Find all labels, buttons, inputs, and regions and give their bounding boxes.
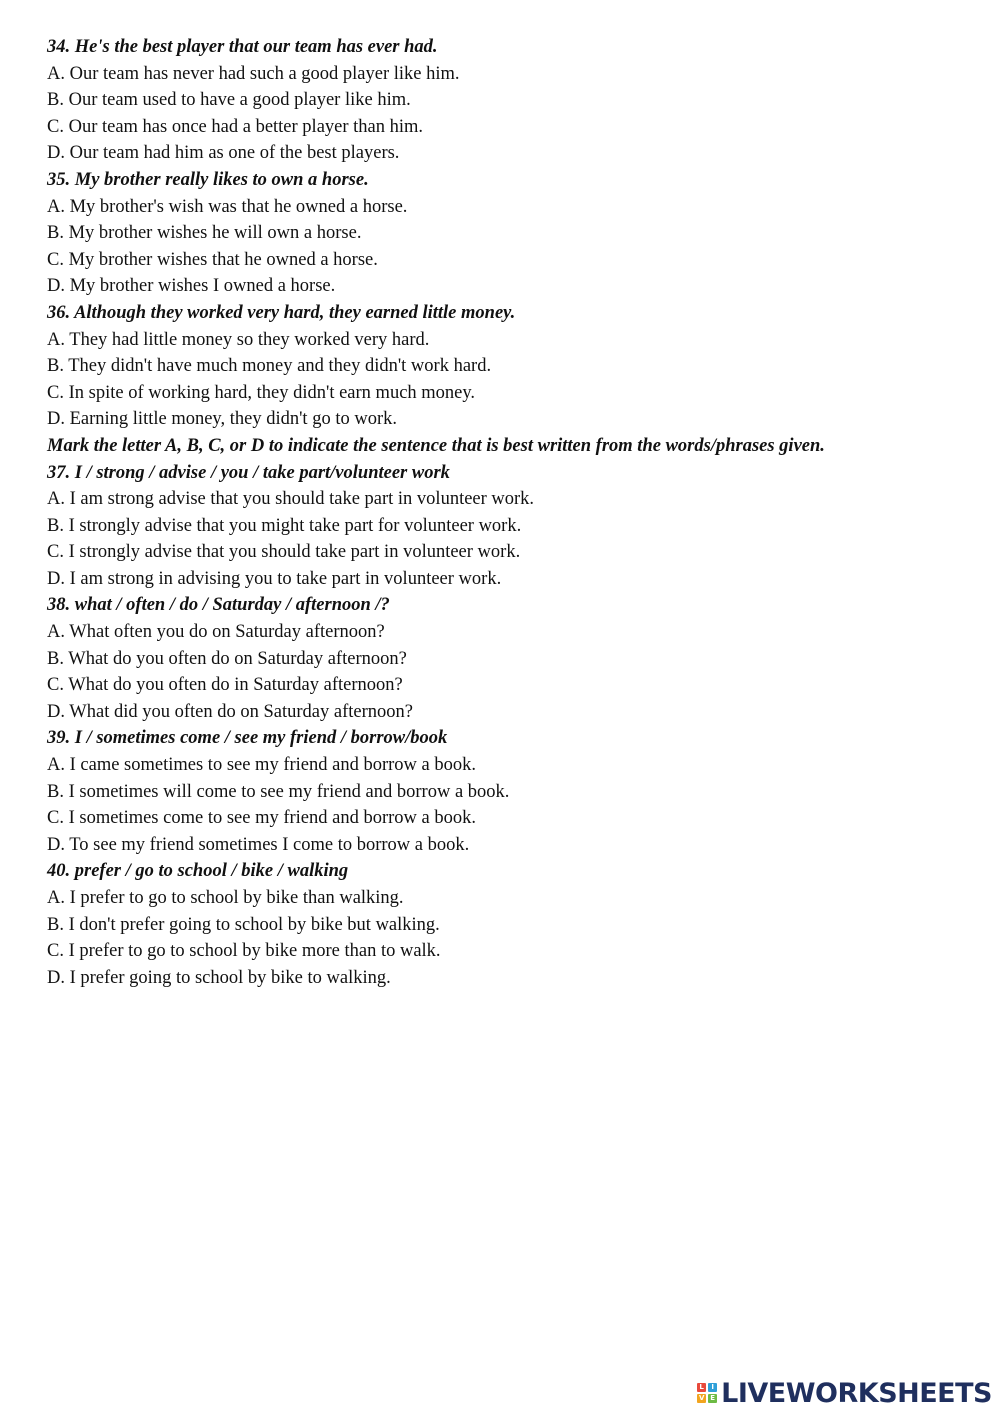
option-line: A. They had little money so they worked very hard. — [47, 329, 430, 350]
liveworksheets-logo — [697, 1378, 992, 1408]
option-line: D. Earning little money, they didn't go to work. — [47, 409, 397, 430]
option-line: C. I sometimes come to see my friend and borrow a book. — [47, 808, 476, 829]
liveworksheets-logo-icon — [697, 1383, 717, 1403]
option-line: B. I don't prefer going to school by bike but walking. — [47, 914, 440, 935]
option-line: A. Our team has never had such a good player like him. — [47, 63, 460, 84]
question-prompt: 39. I / sometimes come / see my friend / borrow/book — [47, 728, 448, 749]
option-line: D. To see my friend sometimes I come to borrow a book. — [47, 834, 470, 855]
logo-tile-l: L — [697, 1383, 706, 1392]
option-line: A. I prefer to go to school by bike than walking. — [47, 888, 404, 908]
question-prompt: 40. prefer / go to school / bike / walking — [47, 861, 349, 882]
option-line: C. What do you often do in Saturday afternoon? — [47, 675, 403, 696]
option-line: B. Our team used to have a good player like him. — [47, 90, 411, 111]
option-line: D. I prefer going to school by bike to walking. — [47, 967, 391, 988]
logo-wordmark: LIVEWORKSHEETS — [721, 1377, 992, 1409]
option-line: D. Our team had him as one of the best players. — [47, 143, 400, 164]
option-line: B. They didn't have much money and they didn't work hard. — [47, 356, 492, 377]
option-line: A. I came sometimes to see my friend and borrow a book. — [47, 755, 476, 776]
section-instruction: Mark the letter A, B, C, or D to indicate the sentence that is best written from the words/phrases given. — [47, 435, 825, 456]
option-line: C. I strongly advise that you should take part in volunteer work. — [47, 542, 521, 563]
question-prompt: 36. Although they worked very hard, they earned little money. — [47, 302, 516, 323]
option-line: B. I strongly advise that you might take part for volunteer work. — [47, 515, 522, 536]
question-prompt: 38. what / often / do / Saturday / afternoon /? — [47, 595, 390, 616]
logo-tile-v: V — [698, 1394, 705, 1402]
question-prompt: 35. My brother really likes to own a horse. — [47, 169, 369, 190]
option-line: A. My brother's wish was that he owned a horse. — [47, 196, 408, 217]
option-line: B. What do you often do on Saturday afternoon? — [47, 648, 407, 669]
option-line: D. I am strong in advising you to take part in volunteer work. — [47, 568, 502, 589]
option-line: C. In spite of working hard, they didn't earn much money. — [47, 382, 476, 403]
option-line: C. My brother wishes that he owned a horse. — [47, 249, 378, 270]
question-prompt: 37. I / strong / advise / you / take part/volunteer work — [47, 462, 450, 483]
option-line: D. What did you often do on Saturday afternoon? — [47, 701, 413, 722]
option-line: B. My brother wishes he will own a horse. — [47, 223, 362, 244]
option-line: C. Our team has once had a better player than him. — [47, 116, 424, 137]
option-line: B. I sometimes will come to see my friend and borrow a book. — [47, 781, 510, 802]
option-line: A. I am strong advise that you should take part in volunteer work. — [47, 489, 535, 510]
question-prompt: 34. He's the best player that our team has ever had. — [47, 37, 438, 57]
option-line: A. What often you do on Saturday afternoon? — [47, 622, 385, 643]
worksheet-content — [47, 34, 987, 991]
option-line: D. My brother wishes I owned a horse. — [47, 276, 336, 297]
logo-tile-i: I — [708, 1383, 717, 1392]
option-line: C. I prefer to go to school by bike more than to walk. — [47, 941, 441, 962]
logo-tile-e: E — [708, 1394, 717, 1403]
